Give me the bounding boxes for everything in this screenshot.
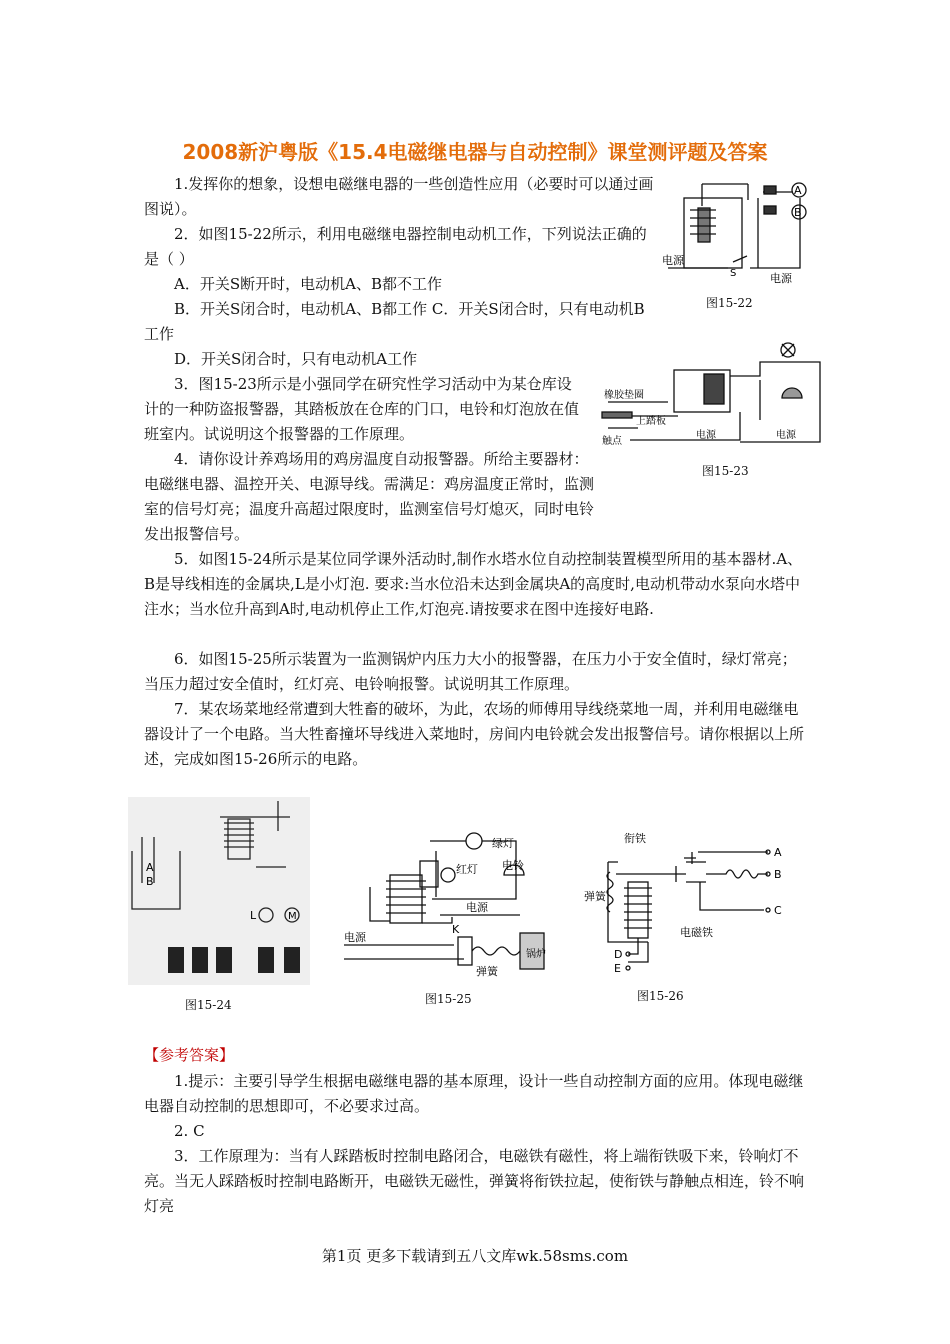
question-2-option-bc: B．开关S闭合时，电动机A、B都工作 C．开关S闭合时，只有电动机B工作 — [144, 300, 645, 343]
f24-label-b: B — [146, 875, 154, 888]
f25-label-bell: 电铃 — [502, 859, 524, 872]
f23-label-power-1: 电源 — [696, 430, 716, 441]
f24-label-a: A — [146, 861, 154, 874]
f26-label-armature: 衔铁 — [624, 832, 646, 845]
figure-15-22 — [658, 178, 818, 288]
figure-15-25 — [340, 825, 550, 980]
answers-heading: 【参考答案】 — [144, 1046, 235, 1064]
question-5: 5．如图15-24所示是某位同学课外活动时,制作水塔水位自动控制装置模型所用的基本器材.A、B是导线相连的金属块,L是小灯泡. 要求:当水位沿未达到金属块A的高度时,电动机带动水泵向水塔中注水；当水位升高到A时,电动机停止工作,灯泡亮.请按要求在图中连接好电路. — [144, 550, 803, 618]
f25-label-green: 绿灯 — [492, 837, 514, 850]
figure-15-26 — [580, 822, 790, 980]
f22-label-right-power: 电源 — [770, 272, 792, 285]
f26-label-d: D — [614, 948, 623, 961]
figure-15-24-caption: 图15-24 — [185, 998, 232, 1012]
f26-label-spring: 弹簧 — [584, 890, 606, 903]
question-7: 7．某农场菜地经常遭到大牲畜的破坏，为此，农场的师傅用导线绕菜地一周，并利用电磁继电器设计了一个电路。当大牲畜撞坏导线进入菜地时，房间内电铃就会发出报警信号。请你根据以上所述，完成如图15-26所示的电路。 — [144, 700, 805, 768]
question-4: 4．请你设计养鸡场用的鸡房温度自动报警器。所给主要器材：电磁继电器、温控开关、电源导线。需满足：鸡房温度正常时，监测室的信号灯亮；温度升高超过限度时，监测室信号灯熄灭，同时电铃发出报警信号。 — [144, 450, 595, 543]
f24-label-l: L — [250, 909, 257, 922]
answer-2: 2. C — [174, 1122, 205, 1140]
answer-1: 1.提示：主要引导学生根据电磁继电器的基本原理，设计一些自动控制方面的应用。体现电磁继电器自动控制的思想即可，不必要求过高。 — [144, 1072, 804, 1115]
f22-label-left-power: 电源 — [662, 254, 684, 267]
answer-3: 3．工作原理为：当有人踩踏板时控制电路闭合，电磁铁有磁性，将上端衔铁吸下来，铃响灯不亮。当无人踩踏板时控制电路断开，电磁铁无磁性，弹簧将衔铁拉起，使衔铁与静触点相连，铃不响灯亮 — [144, 1147, 805, 1215]
f26-label-e: E — [614, 962, 621, 975]
f22-label-b: B — [794, 206, 802, 219]
f23-label-rubber: 橡胶垫圈 — [604, 390, 644, 401]
f25-label-spring: 弹簧 — [476, 965, 498, 978]
f22-label-a: A — [794, 184, 802, 197]
f23-label-contact: 触点 — [602, 436, 622, 447]
f24-label-m: M — [288, 911, 297, 922]
question-2-option-a: A．开关S断开时，电动机A、B都不工作 — [174, 275, 442, 293]
f23-label-pedal: 上踏板 — [636, 416, 666, 427]
question-3: 3．图15-23所示是小强同学在研究性学习活动中为某仓库设计的一种防盗报警器，其踏板放在仓库的门口，电铃和灯泡放在值班室内。试说明这个报警器的工作原理。 — [144, 375, 580, 443]
page-title: 2008新沪粤版《15.4电磁继电器与自动控制》课堂测评题及答案 — [182, 140, 768, 164]
question-2: 2．如图15-22所示，利用电磁继电器控制电动机工作，下列说法正确的是（ ） — [144, 225, 647, 268]
figure-15-24 — [128, 797, 310, 985]
question-1: 1.发挥你的想象，设想电磁继电器的一些创造性应用（必要时可以通过画图说）。 — [144, 175, 654, 218]
figure-15-26-caption: 图15-26 — [637, 989, 684, 1003]
figure-15-22-caption: 图15-22 — [706, 296, 753, 310]
f25-label-red: 红灯 — [456, 863, 478, 876]
f25-label-power-1: 电源 — [466, 901, 488, 914]
figure-15-23 — [600, 340, 825, 452]
f26-label-magnet: 电磁铁 — [680, 926, 713, 939]
question-2-option-d: D．开关S闭合时，只有电动机A工作 — [174, 350, 418, 368]
f22-label-s: S — [730, 268, 737, 279]
f25-label-power-2: 电源 — [344, 931, 366, 944]
f25-label-k: K — [452, 923, 460, 936]
f26-label-a: A — [774, 846, 782, 859]
f26-label-b: B — [774, 868, 782, 881]
page-footer: 第1页 更多下载请到五八文库wk.58sms.com — [321, 1247, 629, 1265]
f25-label-boiler: 锅炉 — [526, 949, 546, 960]
f26-label-c: C — [774, 904, 782, 917]
question-6: 6．如图15-25所示装置为一监测锅炉内压力大小的报警器，在压力小于安全值时，绿灯常亮；当压力超过安全值时，红灯亮、电铃响报警。试说明其工作原理。 — [144, 650, 797, 693]
f23-label-power-2: 电源 — [776, 430, 796, 441]
figure-15-25-caption: 图15-25 — [425, 992, 472, 1006]
figure-15-23-caption: 图15-23 — [702, 464, 749, 478]
